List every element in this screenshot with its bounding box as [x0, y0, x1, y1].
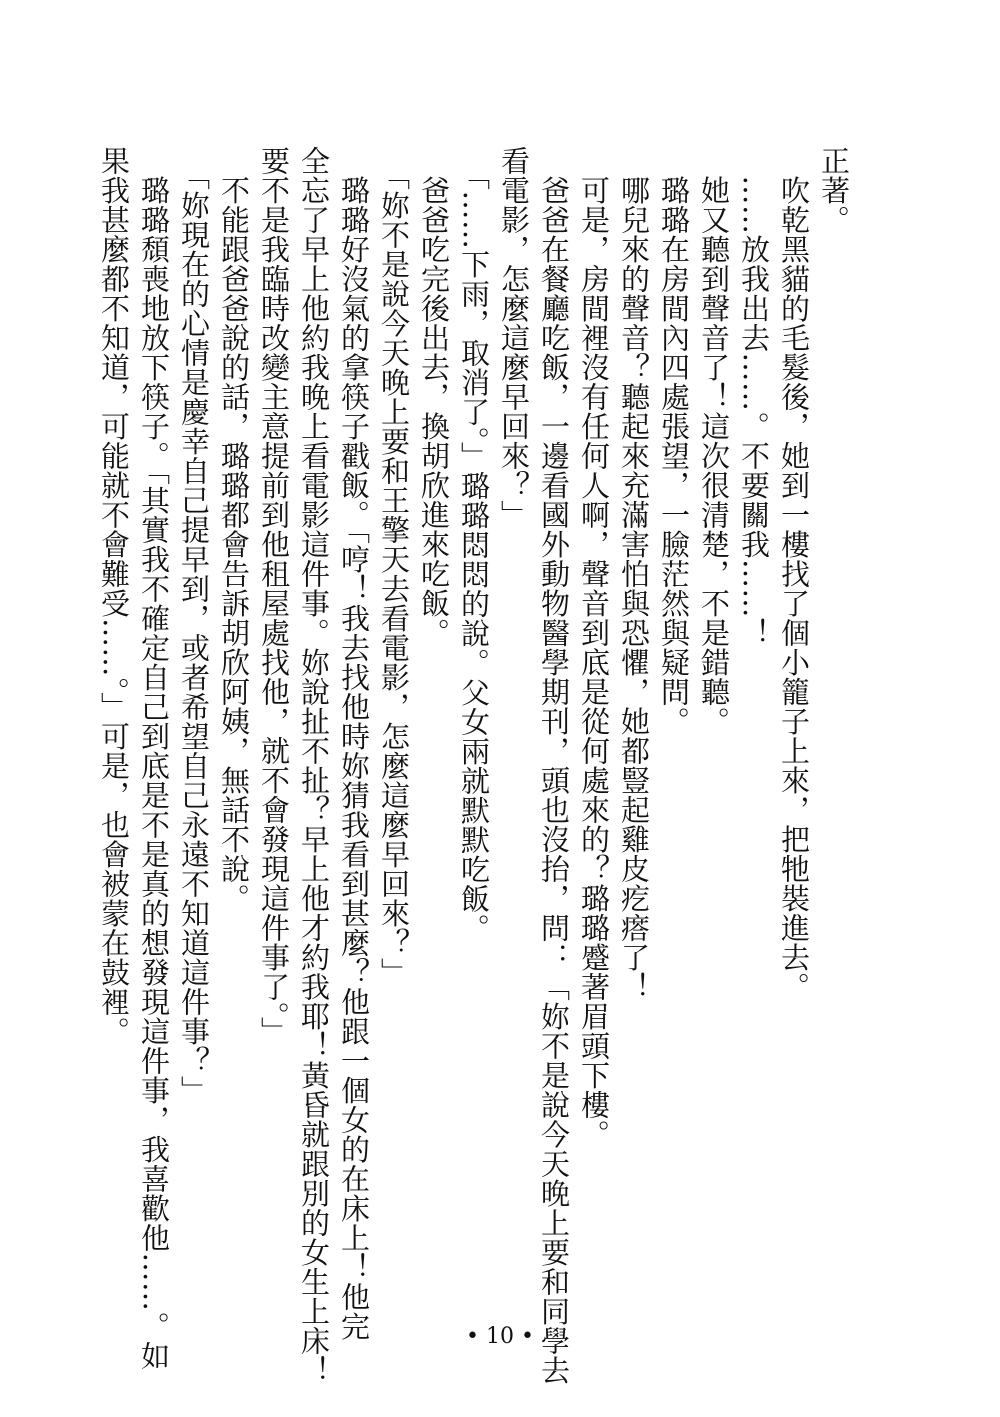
text-line: 她又聽到聲音了！這次很清楚，不是錯聽。	[697, 146, 731, 736]
page-number: • 10 •	[466, 1324, 534, 1349]
text-line: 璐璐頹喪地放下筷子。「其實我不確定自己到底是不是真的想發現這件事，我喜歡他……。如	[137, 146, 171, 1371]
text-line: 不能跟爸爸說的話，璐璐都會告訴胡欣阿姨，無話不說。	[217, 146, 251, 913]
text-line: 璐璐好沒氣的拿筷子戳飯。「哼！我去找他時妳猜我看到甚麼？他跟一個女的在床上！他完	[337, 146, 371, 1341]
text-line: 爸爸吃完後出去，換胡欣進來吃飯。	[417, 146, 451, 648]
text-line: 要不是我臨時改變主意提前到他租屋處找他，就不會發現這件事了。」	[257, 146, 291, 1046]
text-line: 吹乾黑貓的毛髮後，她到一樓找了個小籠子上來，把牠裝進去。	[777, 146, 811, 1002]
text-line: 「妳現在的心情是慶幸自己提早到，或者希望自己永遠不知道這件事？」	[177, 146, 211, 1105]
text-line: ……放我出去……。不要關我……！	[737, 146, 771, 648]
text-line: 爸爸在餐廳吃飯，一邊看國外動物醫學期刊，頭也沒抬，問：「妳不是說今天晚上要和同學去	[537, 146, 571, 1385]
text-line: 璐璐在房間內四處張望，一臉茫然與疑問。	[657, 146, 691, 736]
text-line: 可是，房間裡沒有任何人啊，聲音到底是從何處來的？璐璐蹙著眉頭下樓。	[577, 146, 611, 1149]
text-line: 「……下雨，取消了。」璐璐悶悶的說。父女兩就默默吃飯。	[457, 146, 491, 943]
text-line: 正著。	[817, 146, 851, 235]
text-line: 看電影，怎麼這麼早回來？」	[497, 146, 531, 530]
text-line: 全忘了早上他約我晚上看電影這件事。妳說扯不扯？早上他才約我耶！黃昏就跟別的女生上床！	[297, 146, 331, 1385]
text-line: 哪兒來的聲音？聽起來充滿害怕與恐懼，她都豎起雞皮疙瘩了！	[617, 146, 651, 1002]
text-line: 「妳不是說今天晚上要和王擎天去看電影，怎麼這麼早回來？」	[377, 146, 411, 987]
text-line: 果我甚麼都不知道，可能就不會難受……。」可是，也會被蒙在鼓裡。	[97, 146, 131, 1046]
